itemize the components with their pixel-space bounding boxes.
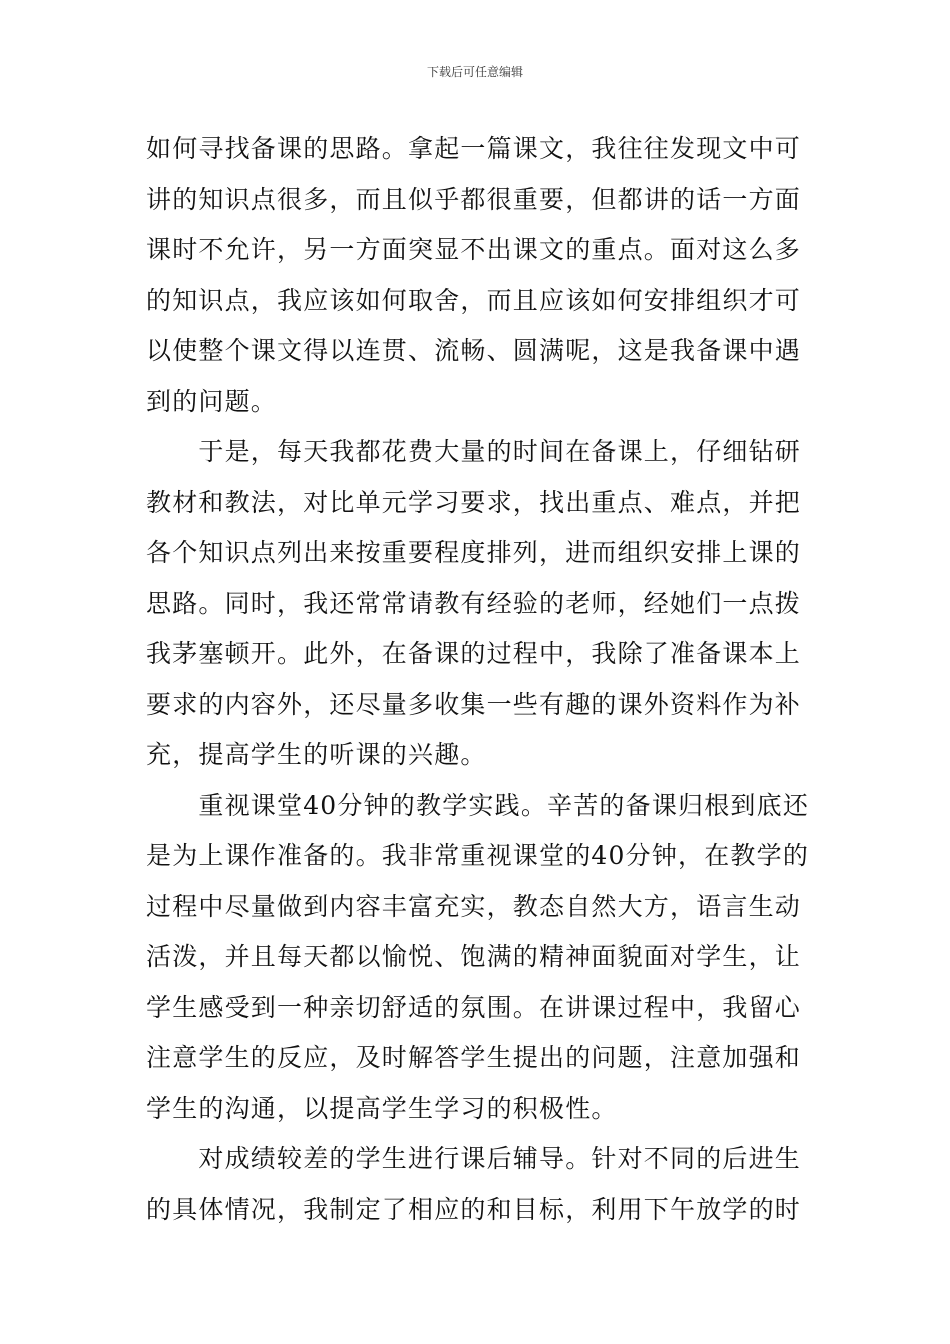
text-line: 我茅塞顿开。此外，在备课的过程中，我除了准备课本上 — [146, 639, 802, 668]
document-body — [146, 124, 810, 1235]
page-header: 下载后可任意编辑 — [426, 65, 523, 79]
text-line: 于是，每天我都花费大量的时间在备课上，仔细钻研 — [146, 437, 802, 466]
text-line: 教材和教法，对比单元学习要求，找出重点、难点，并把 — [146, 487, 802, 517]
text-line: 对成绩较差的学生进行课后辅导。针对不同的后进生 — [146, 1144, 802, 1173]
text-line: 学生的沟通，以提高学生学习的积极性。 — [146, 1093, 618, 1123]
text-line: 课时不允许，另一方面突显不出课文的重点。面对这么多 — [146, 235, 802, 264]
text-line: 学生感受到一种亲切舒适的氛围。在讲课过程中，我留心 — [146, 992, 802, 1022]
text-line: 充，提高学生的听课的兴趣。 — [146, 740, 487, 769]
text-line: 思路。同时，我还常常请教有经验的老师，经她们一点拨 — [146, 588, 802, 618]
text-line: 过程中尽量做到内容丰富充实，教态自然大方，语言生动 — [146, 891, 802, 921]
text-line: 讲的知识点很多，而且似乎都很重要，但都讲的话一方面 — [146, 184, 802, 214]
text-line: 到的问题。 — [146, 386, 278, 416]
text-line: 的知识点，我应该如何取舍，而且应该如何安排组织才可 — [146, 285, 802, 315]
text-line: 要求的内容外，还尽量多收集一些有趣的课外资料作为补 — [146, 689, 802, 719]
text-line: 如何寻找备课的思路。拿起一篇课文，我往往发现文中可 — [146, 134, 802, 163]
text-line: 注意学生的反应，及时解答学生提出的问题，注意加强和 — [146, 1043, 802, 1072]
text-line: 以使整个课文得以连贯、流畅、圆满呢，这是我备课中遇 — [146, 336, 802, 365]
text-line: 是为上课作准备的。我非常重视课堂的40分钟，在教学的 — [146, 841, 810, 870]
text-line: 各个知识点列出来按重要程度排列，进而组织安排上课的 — [146, 538, 802, 567]
text-line: 活泼，并且每天都以愉悦、饱满的精神面貌面对学生，让 — [146, 942, 802, 971]
text-line: 的具体情况，我制定了相应的和目标，利用下午放学的时 — [146, 1194, 802, 1224]
text-line: 重视课堂40分钟的教学实践。辛苦的备课归根到底还 — [146, 790, 810, 820]
